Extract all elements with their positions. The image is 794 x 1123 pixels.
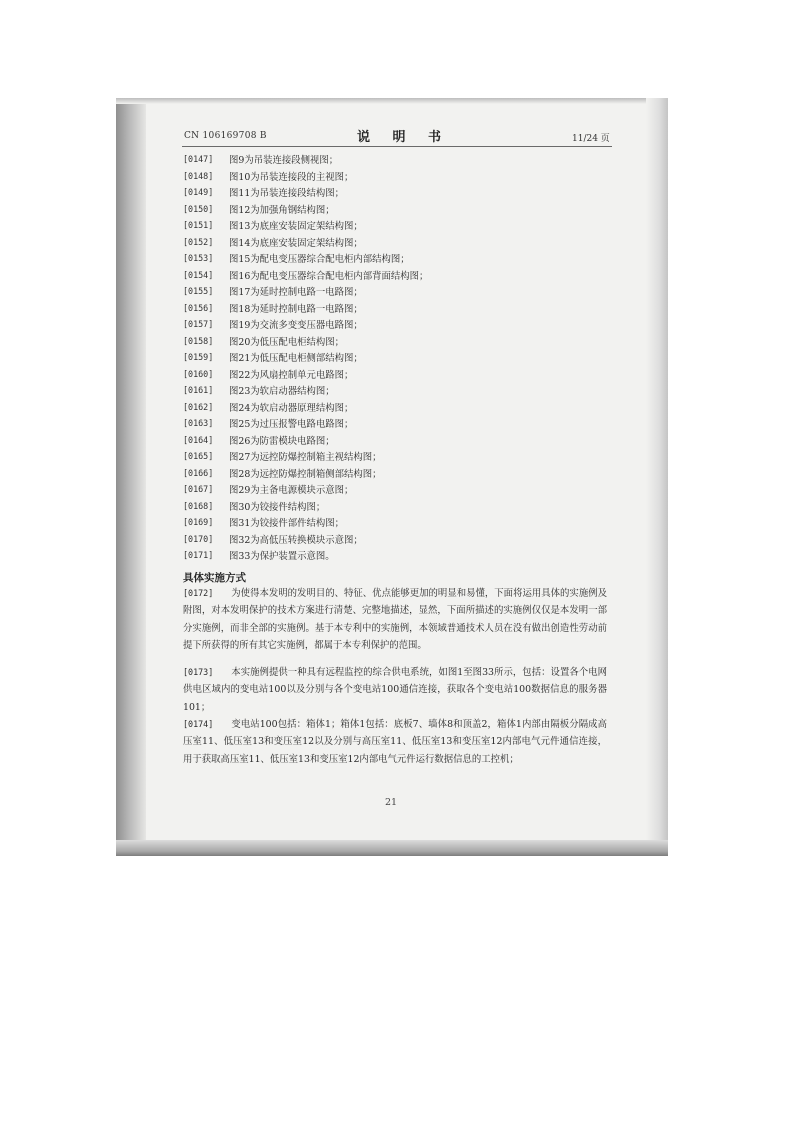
list-item bbox=[183, 168, 623, 185]
page-title: 说 明 书 bbox=[357, 130, 451, 145]
paragraph-tag: [0167] bbox=[183, 484, 214, 495]
list-item bbox=[183, 382, 623, 399]
list-item bbox=[183, 250, 623, 267]
list-item bbox=[183, 349, 623, 366]
page-info: 11/24 页 bbox=[572, 134, 610, 144]
list-item-text: 图23为软启动器结构图； bbox=[229, 386, 335, 398]
list-item-text: 图11为吊装连接段结构图； bbox=[229, 188, 345, 200]
paragraph-text: 本实施例提供一种具有远程监控的综合供电系统，如图1至图33所示，包括：设置各个电网供电区域内的变电站100以及分别与各个变电站100通信连接，获取各个变电站100数据信息的服务器101； bbox=[183, 667, 607, 713]
list-item bbox=[183, 151, 623, 168]
section-heading: 具体实施方式 bbox=[183, 572, 246, 584]
paragraph-tag: [0170] bbox=[183, 533, 214, 544]
list-item-text: 图29为主备电源模块示意图； bbox=[229, 485, 354, 497]
paragraph-tag: [0158] bbox=[183, 335, 214, 346]
list-item-text: 图21为低压配电柜侧部结构图； bbox=[229, 353, 363, 365]
list-item bbox=[183, 448, 623, 465]
paragraph-tag: [0154] bbox=[183, 269, 214, 280]
paragraph-tag: [0156] bbox=[183, 302, 214, 313]
binding-shadow-top bbox=[116, 98, 668, 104]
list-item bbox=[183, 333, 623, 350]
paragraph-tag: [0155] bbox=[183, 286, 214, 297]
paragraph-text: 为使得本发明的发明目的、特征、优点能够更加的明显和易懂，下面将运用具体的实施例及附图，对本发明保护的技术方案进行清楚、完整地描述，显然，下面所描述的实施例仅仅是本发明一部分实施例，而非全部的实施例。基于本专利中的实施例，本领域普通技术人员在没有做出创造性劳动前提下所获得的所有其它实施例，都属于本专利保护的范围。 bbox=[183, 588, 607, 651]
paragraph-tag: [0161] bbox=[183, 385, 214, 396]
paragraph-text: 变电站100包括：箱体1；箱体1包括：底板7、墙体8和顶盖2，箱体1内部由隔板分隔成高压室11、低压室13和变压室12以及分别与高压室11、低压室13和变压室12内部电气元件通信连接，用于获取高压室11、低压室13和变压室12内部电气元件运行数据信息的工控机； bbox=[183, 719, 607, 765]
paragraph-tag: [0169] bbox=[183, 517, 214, 528]
paragraph-tag: [0166] bbox=[183, 467, 214, 478]
list-item-text: 图22为风扇控制单元电路图； bbox=[229, 369, 354, 381]
paragraph-0172 bbox=[183, 585, 607, 654]
list-item bbox=[183, 547, 623, 564]
list-item-text: 图19为交流多变变压器电路图； bbox=[229, 320, 363, 332]
paragraph-tag: [0171] bbox=[183, 550, 214, 561]
paragraph-0174 bbox=[183, 716, 607, 768]
paragraph-tag: [0150] bbox=[183, 203, 214, 214]
paragraph-tag: [0159] bbox=[183, 352, 214, 363]
list-item-text: 图32为高低压转换模块示意图； bbox=[229, 534, 363, 546]
list-item-text: 图27为远控防爆控制箱主视结构图； bbox=[229, 452, 382, 464]
paragraph-tag: [0173] bbox=[183, 667, 214, 677]
list-item-text: 图9为吊装连接段侧视图； bbox=[229, 155, 339, 167]
list-item-text: 图12为加强角钢结构图； bbox=[229, 204, 335, 216]
paragraph-tag: [0168] bbox=[183, 500, 214, 511]
paragraph-0173 bbox=[183, 664, 607, 716]
patent-number: CN 106169708 B bbox=[184, 131, 267, 141]
list-item bbox=[183, 399, 623, 416]
paragraph-tag: [0151] bbox=[183, 220, 214, 231]
list-item bbox=[183, 217, 623, 234]
list-item-text: 图15为配电变压器综合配电柜内部结构图； bbox=[229, 254, 410, 266]
list-item bbox=[183, 531, 623, 548]
page-bottom-shadow bbox=[116, 840, 668, 856]
list-item-text: 图30为铰接件结构图； bbox=[229, 501, 326, 513]
header-divider bbox=[182, 146, 612, 147]
list-item-text: 图31为铰接件部件结构图； bbox=[229, 518, 345, 530]
paragraph-tag: [0165] bbox=[183, 451, 214, 462]
list-item-text: 图10为吊装连接段的主视图； bbox=[229, 171, 354, 183]
list-item bbox=[183, 465, 623, 482]
paragraph-tag: [0172] bbox=[183, 588, 214, 598]
list-item-text: 图20为低压配电柜结构图； bbox=[229, 336, 345, 348]
list-item bbox=[183, 415, 623, 432]
list-item bbox=[183, 300, 623, 317]
list-item bbox=[183, 201, 623, 218]
list-item-text: 图28为远控防爆控制箱侧部结构图； bbox=[229, 468, 382, 480]
list-item-text: 图16为配电变压器综合配电柜内部背面结构图； bbox=[229, 270, 429, 282]
list-item bbox=[183, 514, 623, 531]
paragraph-tag: [0149] bbox=[183, 187, 214, 198]
list-item-text: 图25为过压报警电路电路图； bbox=[229, 419, 354, 431]
paragraph-tag: [0152] bbox=[183, 236, 214, 247]
paragraph-tag: [0153] bbox=[183, 253, 214, 264]
list-item bbox=[183, 283, 623, 300]
paragraph-tag: [0157] bbox=[183, 319, 214, 330]
paragraph-tag: [0174] bbox=[183, 719, 214, 729]
list-item-text: 图24为软启动器原理结构图； bbox=[229, 402, 354, 414]
list-item bbox=[183, 366, 623, 383]
list-item bbox=[183, 184, 623, 201]
list-item-text: 图14为底座安装固定架结构图； bbox=[229, 237, 363, 249]
page-number: 21 bbox=[385, 797, 398, 808]
paragraph-tag: [0162] bbox=[183, 401, 214, 412]
list-item bbox=[183, 432, 623, 449]
paragraph-tag: [0163] bbox=[183, 418, 214, 429]
paragraph-tag: [0147] bbox=[183, 154, 214, 165]
paragraph-tag: [0148] bbox=[183, 170, 214, 181]
binding-shadow-right bbox=[646, 98, 668, 855]
list-item-text: 图13为底座安装固定架结构图； bbox=[229, 221, 363, 233]
list-item bbox=[183, 481, 623, 498]
figure-list bbox=[183, 151, 623, 564]
paragraph-tag: [0164] bbox=[183, 434, 214, 445]
list-item-text: 图26为防雷模块电路图； bbox=[229, 435, 335, 447]
list-item-text: 图18为延时控制电路一电路图； bbox=[229, 303, 363, 315]
paragraph-tag: [0160] bbox=[183, 368, 214, 379]
binding-shadow-left bbox=[116, 98, 146, 855]
list-item-text: 图33为保护装置示意图。 bbox=[229, 551, 335, 563]
list-item bbox=[183, 267, 623, 284]
list-item bbox=[183, 498, 623, 515]
list-item bbox=[183, 234, 623, 251]
list-item bbox=[183, 316, 623, 333]
list-item-text: 图17为延时控制电路一电路图； bbox=[229, 287, 363, 299]
